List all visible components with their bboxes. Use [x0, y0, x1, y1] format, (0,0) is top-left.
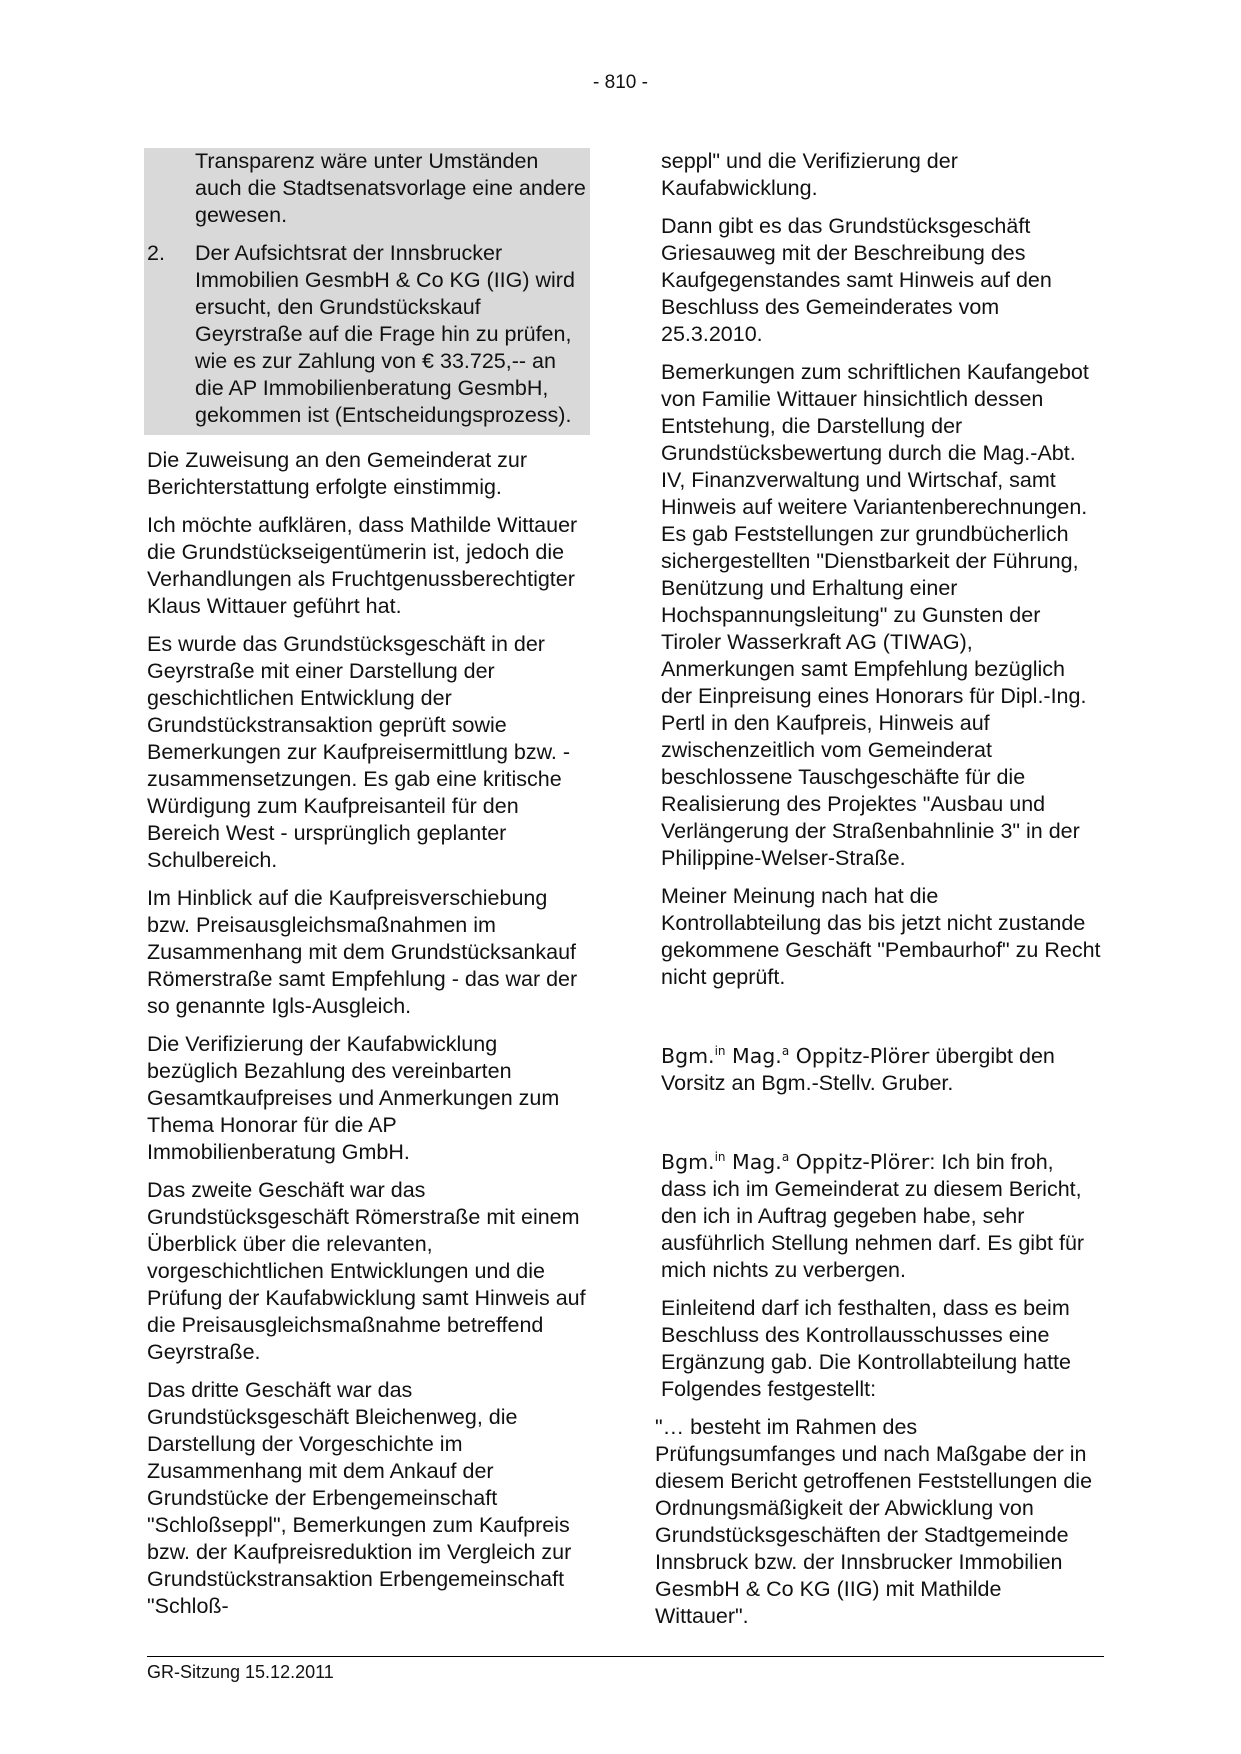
- paragraph: Die Zuweisung an den Gemeinderat zur Berichterstattung erfolgte einstimmig.: [147, 448, 528, 499]
- speaker-statement: Bgm.$^{in}$ Mag.$^a$ Oppitz-Plörer: Ich bin froh, dass ich im Gemeinderat zu diesem Bericht, den ich in Auftrag gegeben habe, sehr ausführlich Stellung nehmen darf. Es gibt für mich nichts zu verbergen.: [661, 1150, 1085, 1282]
- paragraph: seppl" und die Verifizierung der Kaufabwicklung.: [661, 149, 958, 200]
- page-number: - 810 -: [593, 72, 648, 93]
- paragraph: Das zweite Geschäft war das Grundstücksgeschäft Römerstraße mit einem Überblick über die relevanten, vorgeschichtlichen Entwicklungen und die Prüfung der Kaufabwicklung samt Hinweis auf die Preisausgleichsmaßnahme betreffend Geyrstraße.: [147, 1178, 586, 1364]
- motion-item-text: Der Aufsichtsrat der Innsbrucker Immobilien GesmbH & Co KG (IIG) wird ersucht, den Grundstückskauf Geyrstraße auf die Frage hin zu prüfen, wie es zur Zahlung von € 33.725,-- an die AP Immobilienberatung GesmbH, gekommen ist (Entscheidungsprozess).: [195, 241, 575, 427]
- motion-item-2: [147, 240, 586, 429]
- quoted-finding: "… besteht im Rahmen des Prüfungsumfanges und nach Maßgabe der in diesem Bericht getroffenen Feststellungen die Ordnungsmäßigkeit der Abwicklung von Grundstücksgeschäften der Stadtgemeinde Innsbruck bzw. der Innsbrucker Immobilien GesmbH & Co KG (IIG) mit Mathilde Wittauer".: [655, 1415, 1093, 1628]
- paragraph: Es wurde das Grundstücksgeschäft in der Geyrstraße mit einer Darstellung der geschichtlichen Entwicklung der Grundstückstransaktion geprüft sowie Bemerkungen zur Kaufpreisermittlung bzw. -zusammensetzungen. Es gab eine kritische Würdigung zum Kaufpreisanteil für den Bereich West - ursprünglich geplanter Schulbereich.: [147, 632, 571, 872]
- chair-handover-note: Bgm.$^{in}$ Mag.$^a$ Oppitz-Plörer übergibt den Vorsitz an Bgm.-Stellv. Gruber.: [661, 1044, 1055, 1095]
- paragraph: Im Hinblick auf die Kaufpreisverschiebung bzw. Preisausgleichsmaßnahmen im Zusammenhang mit dem Grundstücksankauf Römerstraße samt Empfehlung - das war der so genannte Igls-Ausgleich.: [147, 886, 578, 1018]
- paragraph: Bemerkungen zum schriftlichen Kaufangebot von Familie Wittauer hinsichtlich dessen Entstehung, die Darstellung der Grundstücksbewertung durch die Mag.-Abt. IV, Finanzverwaltung und Wirtschaf, samt Hinweis auf weitere Variantenberechnungen. Es gab Feststellungen zur grundbücherlich sichergestellten "Dienstbarkeit der Führung, Benützung und Erhaltung einer Hochspannungsleitung" zu Gunsten der Tiroler Wasserkraft AG (TIWAG), Anmerkungen samt Empfehlung bezüglich der Einpreisung eines Honorars für Dipl.-Ing. Pertl in den Kaufpreis, Hinweis auf zwischenzeitlich vom Gemeinderat beschlossene Tauschgeschäfte für die Realisierung des Projektes "Ausbau und Verlängerung der Straßenbahnlinie 3" in der Philippine-Welser-Straße.: [661, 360, 1089, 870]
- paragraph: Einleitend darf ich festhalten, dass es beim Beschluss des Kontrollausschusses eine Ergänzung gab. Die Kontrollabteilung hatte Folgendes festgestellt:: [661, 1296, 1071, 1401]
- footer-divider: [147, 1656, 1104, 1657]
- left-column: [147, 148, 590, 1631]
- paragraph: Meiner Meinung nach hat die Kontrollabteilung das bis jetzt nicht zustande gekommene Geschäft "Pembaurhof" zu Recht nicht geprüft.: [661, 884, 1101, 989]
- motion-item-number: 2.: [147, 241, 165, 265]
- paragraph: Die Verifizierung der Kaufabwicklung bezüglich Bezahlung des vereinbarten Gesamtkaufpreises und Anmerkungen zum Thema Honorar für die AP Immobilienberatung GmbH.: [147, 1032, 560, 1164]
- paragraph: Ich möchte aufklären, dass Mathilde Wittauer die Grundstückseigentümerin ist, jedoch die Verhandlungen als Fruchtgenussberechtigter Klaus Wittauer geführt hat.: [147, 513, 578, 618]
- paragraph: Dann gibt es das Grundstücksgeschäft Griesauweg mit der Beschreibung des Kaufgegenstandes samt Hinweis auf den Beschluss des Gemeinderates vom 25.3.2010.: [661, 214, 1052, 346]
- speaker-name: Bgm.$^{in}$ Mag.$^a$ Oppitz-Plörer: [661, 1150, 930, 1174]
- footer-session-date: GR-Sitzung 15.12.2011: [147, 1662, 334, 1682]
- speaker-name: Bgm.$^{in}$ Mag.$^a$ Oppitz-Plörer: [661, 1044, 930, 1068]
- paragraph: Das dritte Geschäft war das Grundstücksgeschäft Bleichenweg, die Darstellung der Vorgeschichte im Zusammenhang mit dem Ankauf der Grundstücke der Erbengemeinschaft "Schloßseppl", Bemerkungen zum Kaufpreis bzw. der Kaufpreisreduktion im Vergleich zur Grundstückstransaktion Erbengemeinschaft "Schloß-: [147, 1378, 572, 1618]
- right-column: [655, 148, 1101, 1641]
- motion-continuation: Transparenz wäre unter Umständen auch die Stadtsenatsvorlage eine andere gewesen.: [195, 149, 586, 227]
- shaded-motion-block: [144, 148, 590, 435]
